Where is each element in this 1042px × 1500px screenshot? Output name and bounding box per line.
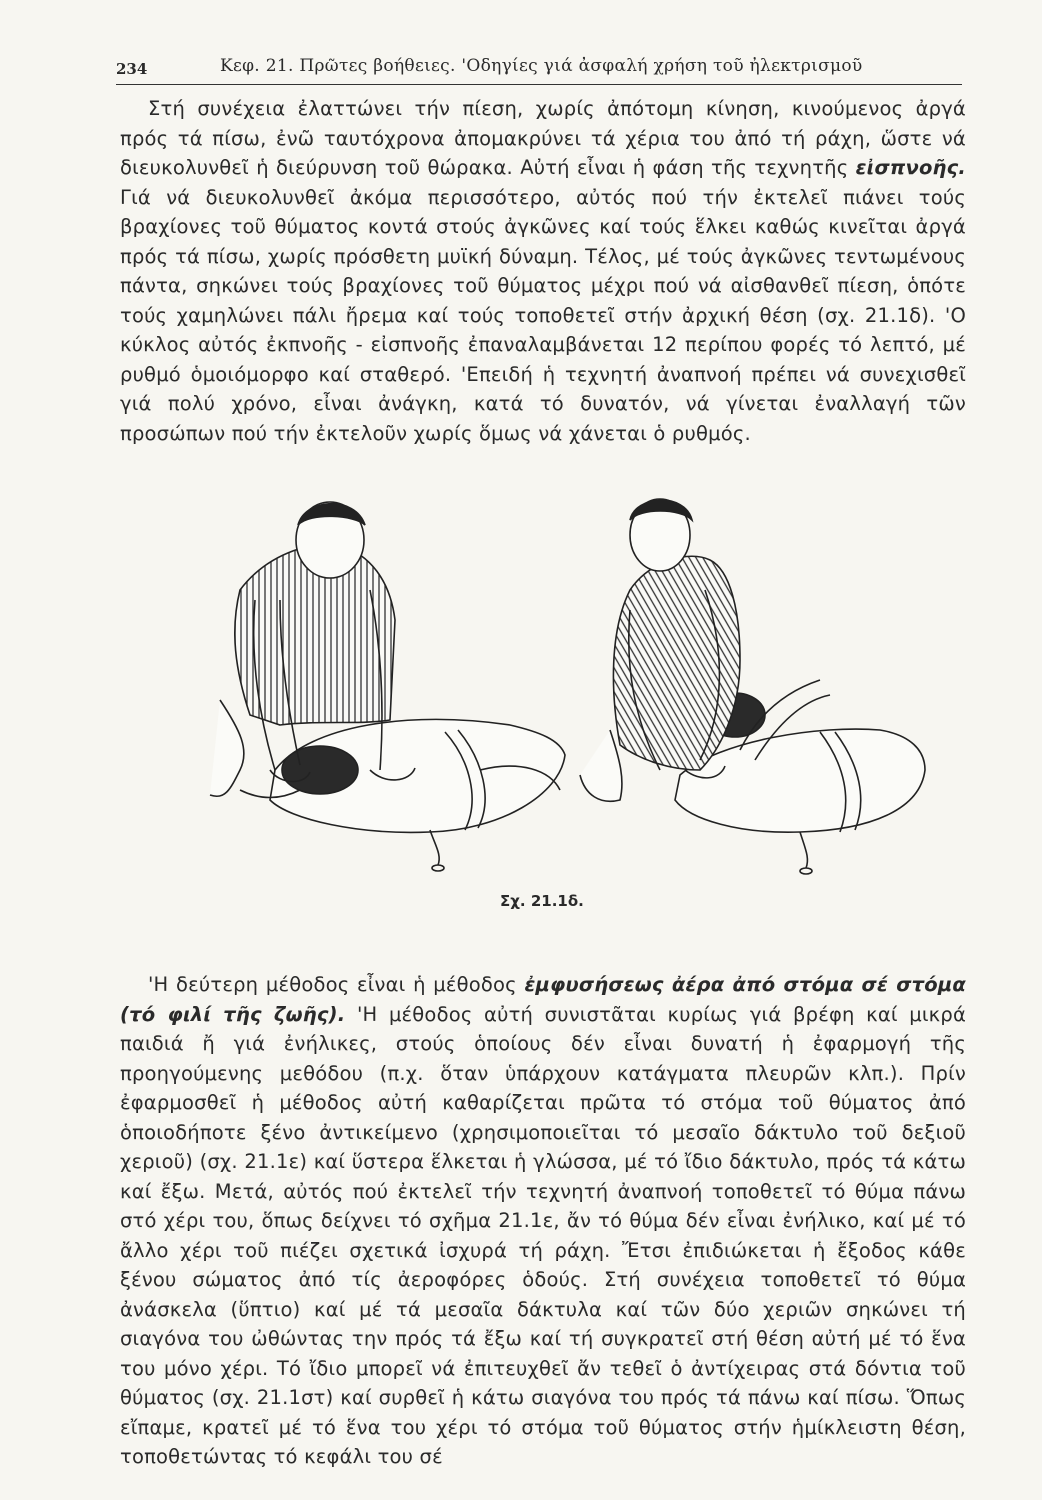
figure-illustration xyxy=(180,470,940,890)
paragraph-1-emphasis: εἰσπνοῆς. xyxy=(855,156,966,179)
paragraph-1-text-a: Στή συνέχεια ἐλαττώνει τήν πίεση, χωρίς ἀπότομη κίνηση, κινούμενος ἀργά πρός τά πίσω, ἐνῶ ταυτόχρονα ἀπομακρύνει τά χέρια του ἀπό τή ράχη, ὥστε νά διευκολυνθεῖ ἡ διεύρυνση τοῦ θώρακα. Αὐτή εἶναι ἡ φάση τῆς τεχνητῆς xyxy=(120,97,966,179)
left-scene-drawing xyxy=(210,502,565,871)
page-number: 234 xyxy=(116,60,148,78)
running-head: Κεφ. 21. Πρῶτες βοήθειες. 'Οδηγίες γιά ἀσφαλή χρήση τοῦ ἠλεκτρισμοῦ xyxy=(220,56,863,76)
right-scene-drawing xyxy=(580,499,925,874)
paragraph-2-text-a: 'Η δεύτερη μέθοδος εἶναι ἡ μέθοδος xyxy=(148,973,525,996)
paragraph-2-emphasis: ἐμφυσήσεως ἀέρα ἀπό στόμα σέ στόμα (τό φιλί τῆς ζωῆς). xyxy=(120,973,966,1026)
paragraph-1-text-b: Γιά νά διευκολυνθεῖ ἀκόμα περισσότερο, αὐτός πού τήν ἐκτελεῖ πιάνει τούς βραχίονες τοῦ θύματος κοντά στούς ἀγκῶνες καί τούς ἕλκει καθώς κινεῖται ἀργά πρός τά πίσω, χωρίς πρόσθετη μυϊκή δύναμη. Τέλος, μέ τούς ἀγκῶνες τεντωμένους πάντα, σηκώνει τούς βραχίονες τοῦ θύματος μέχρι πού νά αἰσθανθεῖ πίεση, ὁπότε τούς χαμηλώνει πάλι ἤρεμα καί τούς τοποθετεῖ στήν ἀρχική θέση (σχ. 21.1δ). 'Ο κύκλος αὐτός ἐκπνοῆς - εἰσπνοῆς ἐπαναλαμβάνεται 12 περίπου φορές τό λεπτό, μέ ρυθμό ὁμοιόμορφο καί σταθερό. 'Επειδή ἡ τεχνητή ἀναπνοή πρέπει νά συνεχισθεῖ γιά πολύ χρόνο, εἶναι ἀνάγκη, κατά τό δυνατόν, νά γίνεται ἐναλλαγή τῶν προσώπων πού τήν ἐκτελοῦν χωρίς ὅμως νά χάνεται ὁ ρυθμός. xyxy=(120,185,966,445)
paragraph-1 xyxy=(120,94,966,448)
paragraph-2-text-b: 'Η μέθοδος αὐτή συνιστᾶται κυρίως γιά βρέφη καί μικρά παιδιά ἤ γιά ἐνήλικες, στούς ὁποίους δέν εἶναι δυνατή ἡ ἐφαρμογή τῆς προηγούμενης μεθόδου (π.χ. ὅταν ὑπάρχουν κατάγματα πλευρῶν κλπ.). Πρίν ἐφαρμοσθεῖ ἡ μέθοδος αὐτή καθαρίζεται πρῶτα τό στόμα τοῦ θύματος ἀπό ὁποιοδήποτε ξένο ἀντικείμενο (χρησιμοποιεῖται τό μεσαῖο δάκτυλο τοῦ δεξιοῦ χεριοῦ) (σχ. 21.1ε) καί ὕστερα ἕλκεται ἡ γλώσσα, μέ τό ἴδιο δάκτυλο, πρός τά κάτω καί ἔξω. Μετά, αὐτός πού ἐκτελεῖ τήν τεχνητή ἀναπνοή τοποθετεῖ τό θύμα πάνω στό χέρι του, ὅπως δείχνει τό σχῆμα 21.1ε, ἄν τό θύμα δέν εἶναι ἐνήλικο, καί μέ τό ἄλλο χέρι τοῦ πιέζει σχετικά ἰσχυρά τή ράχη. Ἔτσι ἐπιδιώκεται ἡ ἔξοδος κάθε ξένου σώματος ἀπό τίς ἀεροφόρες ὁδούς. Στή συνέχεια τοποθετεῖ τό θύμα ἀνάσκελα (ὕπτιο) καί μέ τά μεσαῖα δάκτυλα καί τῶν δύο χεριῶν σηκώνει τή σιαγόνα του ὠθώντας την πρός τά ἔξω καί τή συγκρατεῖ στή θέση αὐτή μέ τό ἕνα του μόνο χέρι. Τό ἴδιο μπορεῖ νά ἐπιτευχθεῖ ἄν τεθεῖ ὁ ἀντίχειρας στά δόντια τοῦ θύματος (σχ. 21.1στ) καί συρθεῖ ἡ κάτω σιαγόνα του πρός τά πάνω καί πίσω. Ὅπως εἴπαμε, κρατεῖ μέ τό ἕνα του χέρι τό στόμα τοῦ θύματος στήν ἡμίκλειστη θέση, τοποθετώντας τό κεφάλι του σέ xyxy=(120,1002,967,1468)
page-header xyxy=(116,50,962,85)
figure-caption: Σχ. 21.1δ. xyxy=(500,892,584,910)
paragraph-2 xyxy=(120,970,966,1472)
